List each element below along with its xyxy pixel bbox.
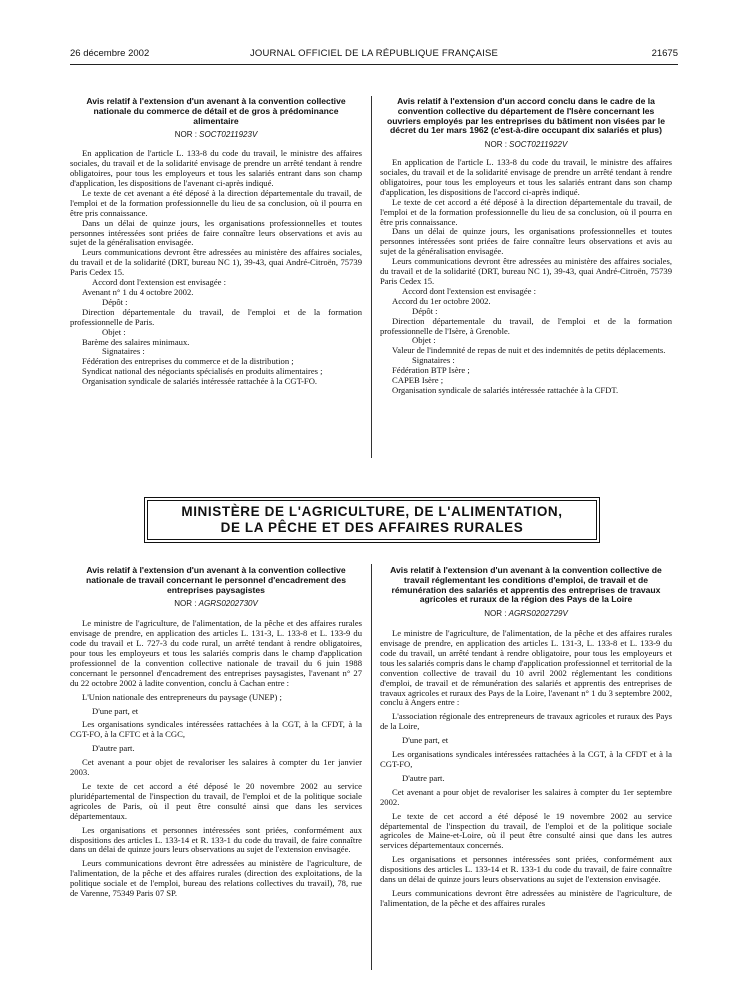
ministry-banner — [147, 500, 597, 540]
nor-reference — [380, 609, 672, 619]
objet-label: Objet : — [412, 335, 436, 346]
article-title: Avis relatif à l'extension d'un avenant à la convention collective nationale de travail concernant le personnel d'encadrement des entreprises paysagistes — [86, 565, 346, 595]
objet-value: Barème des salaires minimaux. — [82, 336, 190, 347]
article-title: Avis relatif à l'extension d'un accord conclu dans le cadre de la convention collective du département de l'Isère concernant les ouvriers employés par les entreprises du bâtiment non visées par le décret du 1er mars 1962 (c'est-à-dire occupant dix salariés et plus) — [387, 96, 665, 136]
header-rule — [70, 64, 678, 65]
paragraph: Le ministre de l'agriculture, de l'alimentation, de la pêche et des affaires rurales envisage de prendre, en application des articles L. 131-3, L. 133-8 et L. 133-9 du code du travail, un arrêté tendant à rendre obligatoire, pour tous les employeurs et tous les salariés compris dans le champ d'application professionnel et territorial de la convention collective de travail du 10 avril 2002 réglementant les conditions d'emploi, de travail et de rémunération des salariés et apprentis des entreprises de travaux agricoles et ruraux des Pays de la Loire, l'avenant n° 1 du 3 septembre 2002, conclu à Angers entre : — [380, 628, 672, 708]
paragraph: Les organisations syndicales intéressées rattachées à la CGT, à la CFDT, à la CGT-FO, à la CFTC et à la CGC, — [70, 719, 362, 740]
paragraph: Le texte de cet accord a été déposé le 20 novembre 2002 au service pluridépartemental de l'inspection du travail, de l'emploi et de la politique sociale agricoles de Paris, où il peut être consulté ainsi que dans les services départementaux. — [70, 780, 362, 821]
ministry-line-1: MINISTÈRE DE L'AGRICULTURE, DE L'ALIMENTATION, — [181, 504, 563, 519]
nor-code: AGRS0202730V — [198, 599, 258, 609]
signataires-label: Signataires : — [412, 355, 455, 366]
paragraph: Le texte de cet accord a été déposé le 19 novembre 2002 au service départemental de l'inspection du travail, de l'emploi et de la politique sociale agricoles de Maine-et-Loire, où il peut être consulté ainsi que dans les autres services départementaux concernés. — [380, 810, 672, 851]
objet-label: Objet : — [102, 326, 126, 337]
objet-value: Valeur de l'indemnité de repas de nuit et des indemnités de petits déplacements. — [392, 345, 666, 356]
signataire: Organisation syndicale de salariés intéressée rattachée à la CFDT. — [392, 384, 619, 395]
paragraph: Les organisations et personnes intéressées sont priées, conformément aux dispositions des articles L. 133-14 et R. 133-1 du code du travail, de faire connaître dans un délai de quinze jours leurs observations au sujet de l'extension envisagée. — [70, 824, 362, 855]
extension-value: Accord du 1er octobre 2002. — [392, 295, 491, 306]
nor-code: SOCT0211922V — [509, 140, 568, 150]
paragraph: D'une part, et — [402, 735, 449, 746]
signataire: Organisation syndicale de salariés intéressée rattachée à la CGT-FO. — [82, 376, 318, 387]
signataires-label: Signataires : — [102, 346, 145, 357]
paragraph: Cet avenant a pour objet de revaloriser les salaires à compter du 1er janvier 2003. — [70, 757, 362, 778]
ministry-line-2: DE LA PÊCHE ET DES AFFAIRES RURALES — [220, 520, 524, 535]
article-commerce-detail-gros — [70, 97, 362, 387]
paragraph: L'association régionale des entrepreneurs de travaux agricoles et ruraux des Pays de la Loire, — [380, 711, 672, 732]
paragraph: Dans un délai de quinze jours, les organisations professionnelles et toutes personnes intéressées sont priées de faire connaître leurs observations et avis au sujet de la généralisation envisagée. — [70, 217, 362, 248]
header-page-number: 21675 — [651, 48, 678, 59]
nor-label: NOR : — [484, 609, 507, 619]
signataire: Fédération BTP Isère ; — [392, 365, 470, 376]
article-travaux-agricoles-pays-de-la-loire — [380, 566, 672, 909]
nor-label: NOR : — [174, 130, 197, 140]
nor-label: NOR : — [174, 599, 197, 609]
header-date: 26 décembre 2002 — [70, 48, 150, 59]
article-title: Avis relatif à l'extension d'un avenant à la convention collective de travail réglementant les conditions d'emploi, de travail et de rémunération des salariés et apprentis des entreprises de travaux agricoles et ruraux de la région des Pays de la Loire — [390, 565, 662, 605]
article-batiment-isere — [380, 97, 672, 396]
article-title: Avis relatif à l'extension d'un avenant à la convention collective nationale du commerce de détail et de gros à prédominance alimentaire — [86, 96, 346, 126]
column-divider-top — [371, 96, 372, 458]
paragraph: D'une part, et — [92, 705, 139, 716]
nor-reference — [380, 140, 672, 150]
extension-label: Accord dont l'extension est envisagée : — [402, 285, 536, 296]
depot-label: Dépôt : — [412, 305, 438, 316]
paragraph: Le texte de cet avenant a été déposé à la direction départementale du travail, de l'emploi et de la formation professionnelle du lieu de sa conclusion, où il pourra en être pris connaissance. — [70, 187, 362, 218]
paragraph: Leurs communications devront être adressées au ministère des affaires sociales, du travail et de la solidarité (DRT, bureau NC 1), 39-43, quai André-Citroën, 75739 Paris Cedex 15. — [380, 256, 672, 286]
extension-value: Avenant n° 1 du 4 octobre 2002. — [82, 286, 194, 297]
paragraph: Les organisations et personnes intéressées sont priées, conformément aux dispositions des articles L. 133-14 et R. 133-1 du code du travail, de faire connaître dans un délai de quinze jours leurs observations au sujet de l'extension envisagée. — [380, 854, 672, 885]
nor-code: SOCT0211923V — [199, 130, 258, 140]
depot-value: Direction départementale du travail, de l'emploi et de la formation professionnelle de Paris. — [70, 306, 362, 327]
paragraph: D'autre part. — [402, 772, 445, 783]
paragraph: Leurs communications devront être adressées au ministère de l'agriculture, de l'alimentation, de la pêche et des affaires rurales (direction des exploitations, de la politique sociale et de l'emploi, bureau des relations collectives du travail), 78, rue de Varenne, 75349 Paris 07 SP. — [70, 858, 362, 899]
depot-value: Direction départementale du travail, de l'emploi et de la formation professionnelle de l'Isère, à Grenoble. — [380, 315, 672, 336]
paragraph: Leurs communications devront être adressées au ministère des affaires sociales, du travail et de la solidarité (DRT, bureau NC 1), 39-43, quai André-Citroën, 75739 Paris Cedex 15. — [70, 247, 362, 278]
paragraph: Le texte de cet accord a été déposé à la direction départementale du travail, de l'emploi et de la formation professionnelle du lieu de sa conclusion, où il pourra en être pris connaissance. — [380, 196, 672, 227]
signataire: CAPEB Isère ; — [392, 375, 444, 386]
paragraph: Le ministre de l'agriculture, de l'alimentation, de la pêche et des affaires rurales envisage de prendre, en application des articles L. 131-3, L. 133-8 et L. 133-9 du code du travail et L. 727-3 du code rural, un arrêté tendant à rendre obligatoires, pour tous les employeurs et tous les salariés compris dans le champ d'application professionnel de la convention collective nationale de travail du 6 juin 1988 concernant le personnel d'encadrement des entreprises paysagistes, l'avenant n° 27 du 22 octobre 2002 à ladite convention, conclu à Cachan entre : — [70, 618, 362, 688]
article-encadrement-paysagistes — [70, 566, 362, 899]
signataire: Fédération des entreprises du commerce et de la distribution ; — [82, 356, 294, 367]
paragraph: En application de l'article L. 133-8 du code du travail, le ministre des affaires sociales, du travail et de la solidarité envisage de prendre un arrêté tendant à rendre obligatoires, pour tous les employeurs et tous les salariés entrant dans son champ d'application, les dispositions de l'avenant ci-après indiqué. — [70, 148, 362, 189]
extension-label: Accord dont l'extension est envisagée : — [92, 277, 226, 288]
paragraph: Dans un délai de quinze jours, les organisations professionnelles et toutes personnes intéressées sont priées de faire connaître leurs observations et avis au sujet de la généralisation envisagée. — [380, 226, 672, 257]
depot-label: Dépôt : — [102, 296, 128, 307]
header-journal-title: JOURNAL OFFICIEL DE LA RÉPUBLIQUE FRANÇAISE — [249, 48, 499, 59]
nor-reference — [70, 130, 362, 140]
nor-reference — [70, 599, 362, 609]
paragraph: En application de l'article L. 133-8 du code du travail, le ministre des affaires sociales, du travail et de la solidarité envisage de prendre un arrêté tendant à rendre obligatoires, pour tous les employeurs et tous les salariés entrant dans son champ d'application, les dispositions de l'accord ci-après indiqué. — [380, 157, 672, 197]
paragraph: Leurs communications devront être adressées au ministère de l'agriculture, de l'alimentation, de la pêche et des affaires rurales — [380, 887, 672, 908]
page-header — [70, 48, 678, 62]
nor-code: AGRS0202729V — [508, 609, 568, 619]
paragraph: D'autre part. — [92, 743, 135, 754]
signataire: Syndicat national des négociants spécialisés en produits alimentaires ; — [82, 366, 323, 377]
nor-label: NOR : — [484, 140, 507, 150]
paragraph: L'Union nationale des entrepreneurs du paysage (UNEP) ; — [82, 691, 282, 702]
column-divider-bottom — [371, 564, 372, 970]
paragraph: Les organisations syndicales intéressées rattachées à la CGT, à la CFDT et à la CGT-FO, — [380, 749, 672, 769]
paragraph: Cet avenant a pour objet de revaloriser les salaires à compter du 1er septembre 2002. — [380, 786, 672, 807]
